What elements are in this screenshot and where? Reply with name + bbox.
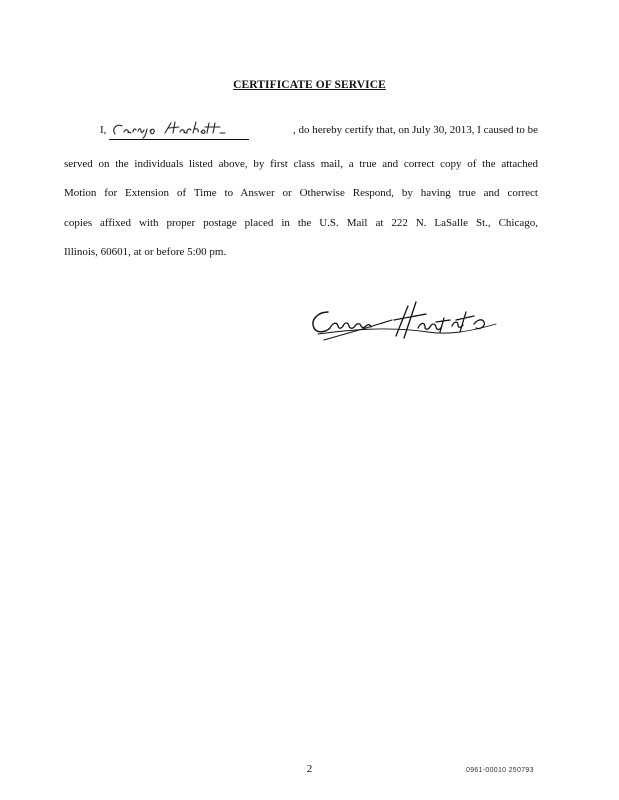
line1-rest-text: , do hereby certify that, on July 30, 2013, I caused to be xyxy=(293,124,538,136)
intro-text: I, xyxy=(100,124,107,136)
handwritten-name-scribble xyxy=(109,119,249,139)
page-title: CERTIFICATE OF SERVICE xyxy=(233,79,386,91)
page-number: 2 xyxy=(306,763,313,775)
body-line-2: served on the individuals listed above, by first class mail, a true and correct copy of the attached xyxy=(64,157,538,170)
body-line-3: Motion for Extension of Time to Answer or Otherwise Respond, by having true and correct xyxy=(64,187,538,199)
handwritten-name-field xyxy=(109,119,249,140)
certificate-body xyxy=(64,120,538,268)
body-line-4: copies affixed with proper postage placed in the U.S. Mail at 222 N. LaSalle St., Chicago, xyxy=(64,216,538,229)
handwritten-signature xyxy=(308,298,508,342)
body-line-5: Illinois, 60601, at or before 5:00 pm. xyxy=(64,246,227,258)
certificate-first-line xyxy=(64,120,538,140)
document-id: 0961-00010 250793 xyxy=(466,767,534,774)
